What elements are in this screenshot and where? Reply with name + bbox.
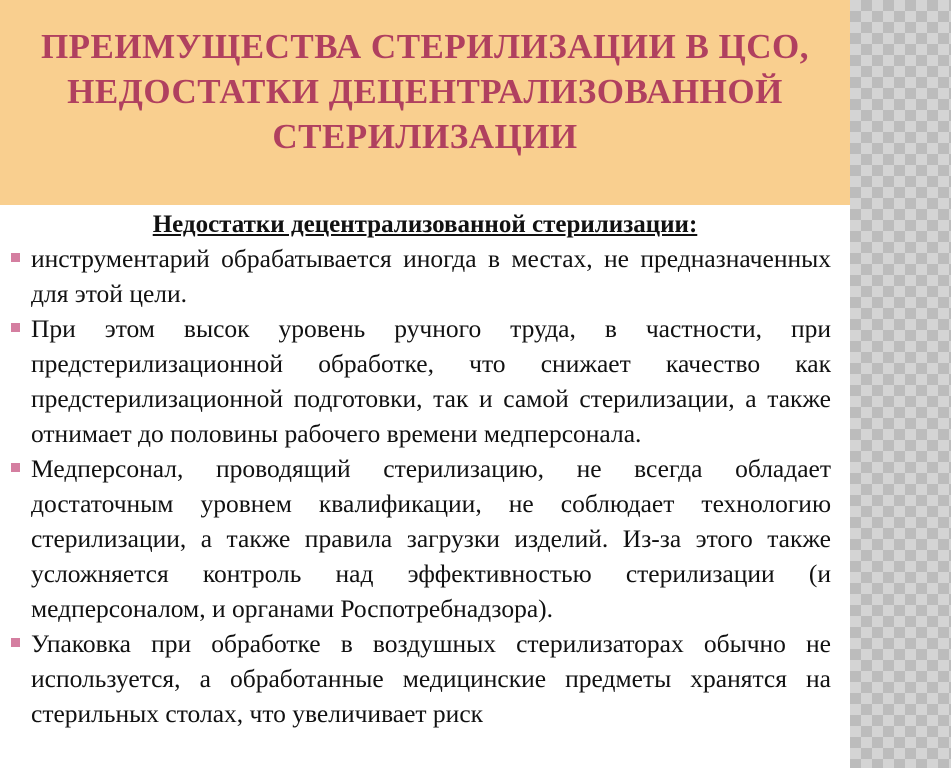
- bullet-item: [8, 626, 831, 731]
- section-heading: Недостатки децентрализованной стерилизации:: [152, 211, 698, 238]
- bullet-item: [8, 311, 831, 451]
- side-decorative-pattern: [850, 0, 951, 768]
- bullet-text: Медперсонал, проводящий стерилизацию, не всегда обладает достаточным уровнем квалификации, не соблюдает технологию стерилизации, а также правила загрузки изделий. Из-за этого также усложняется контроль над эффективностью стерилизации (и медперсоналом, и органами Роспотребнадзора).: [31, 454, 831, 623]
- bullet-item: [8, 451, 831, 626]
- square-bullet-icon: [11, 253, 20, 262]
- bullet-list: [8, 241, 831, 731]
- square-bullet-icon: [11, 463, 20, 472]
- square-bullet-icon: [11, 638, 20, 647]
- title-banner: [0, 0, 850, 205]
- bullet-text: Упаковка при обработке в воздушных стерилизаторах обычно не используется, а обработанные медицинские предметы хранятся на стерильных столах, что увеличивает риск: [31, 629, 831, 728]
- square-bullet-icon: [11, 323, 20, 332]
- slide-body: [0, 205, 850, 768]
- title-line-3: СТЕРИЛИЗАЦИИ: [272, 117, 578, 156]
- slide-title: [0, 24, 850, 159]
- bullet-text: При этом высок уровень ручного труда, в частности, при предстерилизационной обработке, что снижает качество как предстерилизационной подготовки, так и самой стерилизации, а также отнимает до половины рабочего времени медперсонала.: [31, 314, 831, 448]
- bullet-text: инструментарий обрабатывается иногда в местах, не предназначенных для этой цели.: [31, 244, 831, 308]
- bullet-item: [8, 241, 831, 311]
- title-line-2: НЕДОСТАТКИ ДЕЦЕНТРАЛИЗОВАННОЙ: [67, 72, 783, 111]
- title-line-1: ПРЕИМУЩЕСТВА СТЕРИЛИЗАЦИИ В ЦСО,: [40, 27, 810, 66]
